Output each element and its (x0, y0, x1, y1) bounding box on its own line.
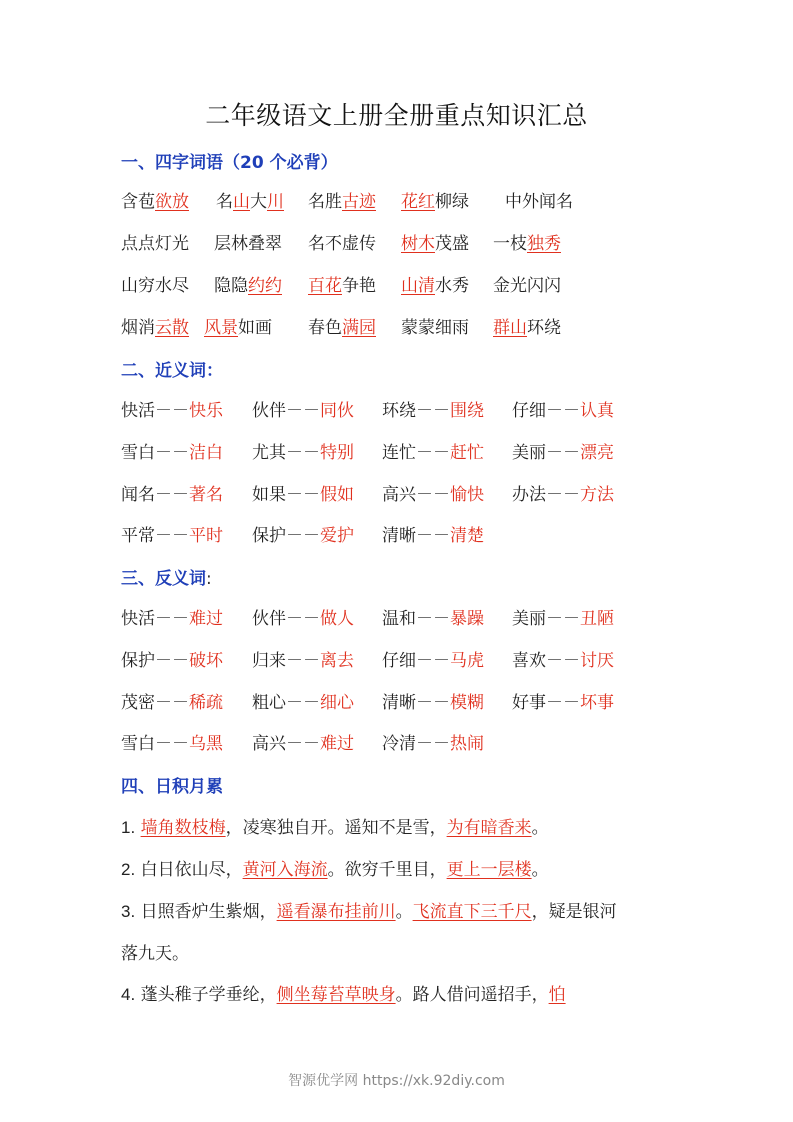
word-pair: 连忙－－赶忙 (382, 443, 484, 463)
word-pair: 尤其－－特别 (252, 443, 354, 463)
idiom: 百花争艳 (308, 276, 376, 296)
word-pair: 雪白－－乌黑 (121, 734, 223, 754)
section-heading-daily-accumulation: 四、日积月累 (121, 777, 223, 797)
poem-line: 4. 蓬头稚子学垂纶，侧坐莓苔草映身。路人借问遥招手，怕 (121, 985, 566, 1005)
idiom: 烟消云散 (121, 318, 189, 338)
word-pair: 美丽－－丑陋 (512, 609, 614, 629)
idiom: 层林叠翠 (214, 234, 282, 254)
word-pair: 高兴－－愉快 (382, 485, 484, 505)
word-pair: 冷清－－热闹 (382, 734, 484, 754)
word-pair: 快活－－快乐 (121, 401, 223, 421)
word-pair: 喜欢－－讨厌 (512, 651, 614, 671)
section-heading-synonyms: 二、近义词： (121, 361, 223, 381)
idiom: 树木茂盛 (401, 234, 469, 254)
poem-line: 2. 白日依山尽，黄河入海流。欲穷千里目，更上一层楼。 (121, 860, 549, 880)
word-pair: 好事－－坏事 (512, 693, 614, 713)
word-pair: 粗心－－细心 (252, 693, 354, 713)
idiom: 名山大川 (216, 192, 284, 212)
idiom: 一枝独秀 (493, 234, 561, 254)
word-pair: 伙伴－－做人 (252, 609, 354, 629)
footer-watermark: 智源优学网 https://xk.92diy.com (288, 1073, 505, 1089)
idiom: 风景如画 (204, 318, 272, 338)
word-pair: 保护－－破坏 (121, 651, 223, 671)
section-heading-antonyms: 三、反义词: (121, 569, 212, 589)
poem-line: 3. 日照香炉生紫烟，遥看瀑布挂前川。飞流直下三千尺，疑是银河 (121, 902, 617, 922)
word-pair: 仔细－－认真 (512, 401, 614, 421)
word-pair: 清晰－－清楚 (382, 526, 484, 546)
word-pair: 归来－－离去 (252, 651, 354, 671)
word-pair: 伙伴－－同伙 (252, 401, 354, 421)
word-pair: 茂密－－稀疏 (121, 693, 223, 713)
idiom: 花红柳绿 (401, 192, 469, 212)
word-pair: 美丽－－漂亮 (512, 443, 614, 463)
section-heading-four-char-words: 一、四字词语（20 个必背） (121, 153, 338, 173)
idiom: 金光闪闪 (493, 276, 561, 296)
word-pair: 雪白－－洁白 (121, 443, 223, 463)
idiom: 名不虚传 (308, 234, 376, 254)
word-pair: 高兴－－难过 (252, 734, 354, 754)
word-pair: 仔细－－马虎 (382, 651, 484, 671)
idiom: 隐隐约约 (214, 276, 282, 296)
word-pair: 闻名－－著名 (121, 485, 223, 505)
word-pair: 温和－－暴躁 (382, 609, 484, 629)
page-title: 二年级语文上册全册重点知识汇总 (205, 101, 588, 130)
idiom: 含苞欲放 (121, 192, 189, 212)
idiom: 群山环绕 (493, 318, 561, 338)
idiom: 山穷水尽 (121, 276, 189, 296)
word-pair: 保护－－爱护 (252, 526, 354, 546)
word-pair: 如果－－假如 (252, 485, 354, 505)
word-pair: 环绕－－围绕 (382, 401, 484, 421)
word-pair: 办法－－方法 (512, 485, 614, 505)
idiom: 名胜古迹 (308, 192, 376, 212)
idiom: 点点灯光 (121, 234, 189, 254)
word-pair: 平常－－平时 (121, 526, 223, 546)
word-pair: 清晰－－模糊 (382, 693, 484, 713)
idiom: 中外闻名 (505, 192, 573, 212)
poem-line: 1. 墙角数枝梅，凌寒独自开。遥知不是雪，为有暗香来。 (121, 818, 549, 838)
word-pair: 快活－－难过 (121, 609, 223, 629)
idiom: 山清水秀 (401, 276, 469, 296)
idiom: 春色满园 (308, 318, 376, 338)
poem-line-continuation: 落九天。 (121, 944, 189, 964)
idiom: 蒙蒙细雨 (401, 318, 469, 338)
